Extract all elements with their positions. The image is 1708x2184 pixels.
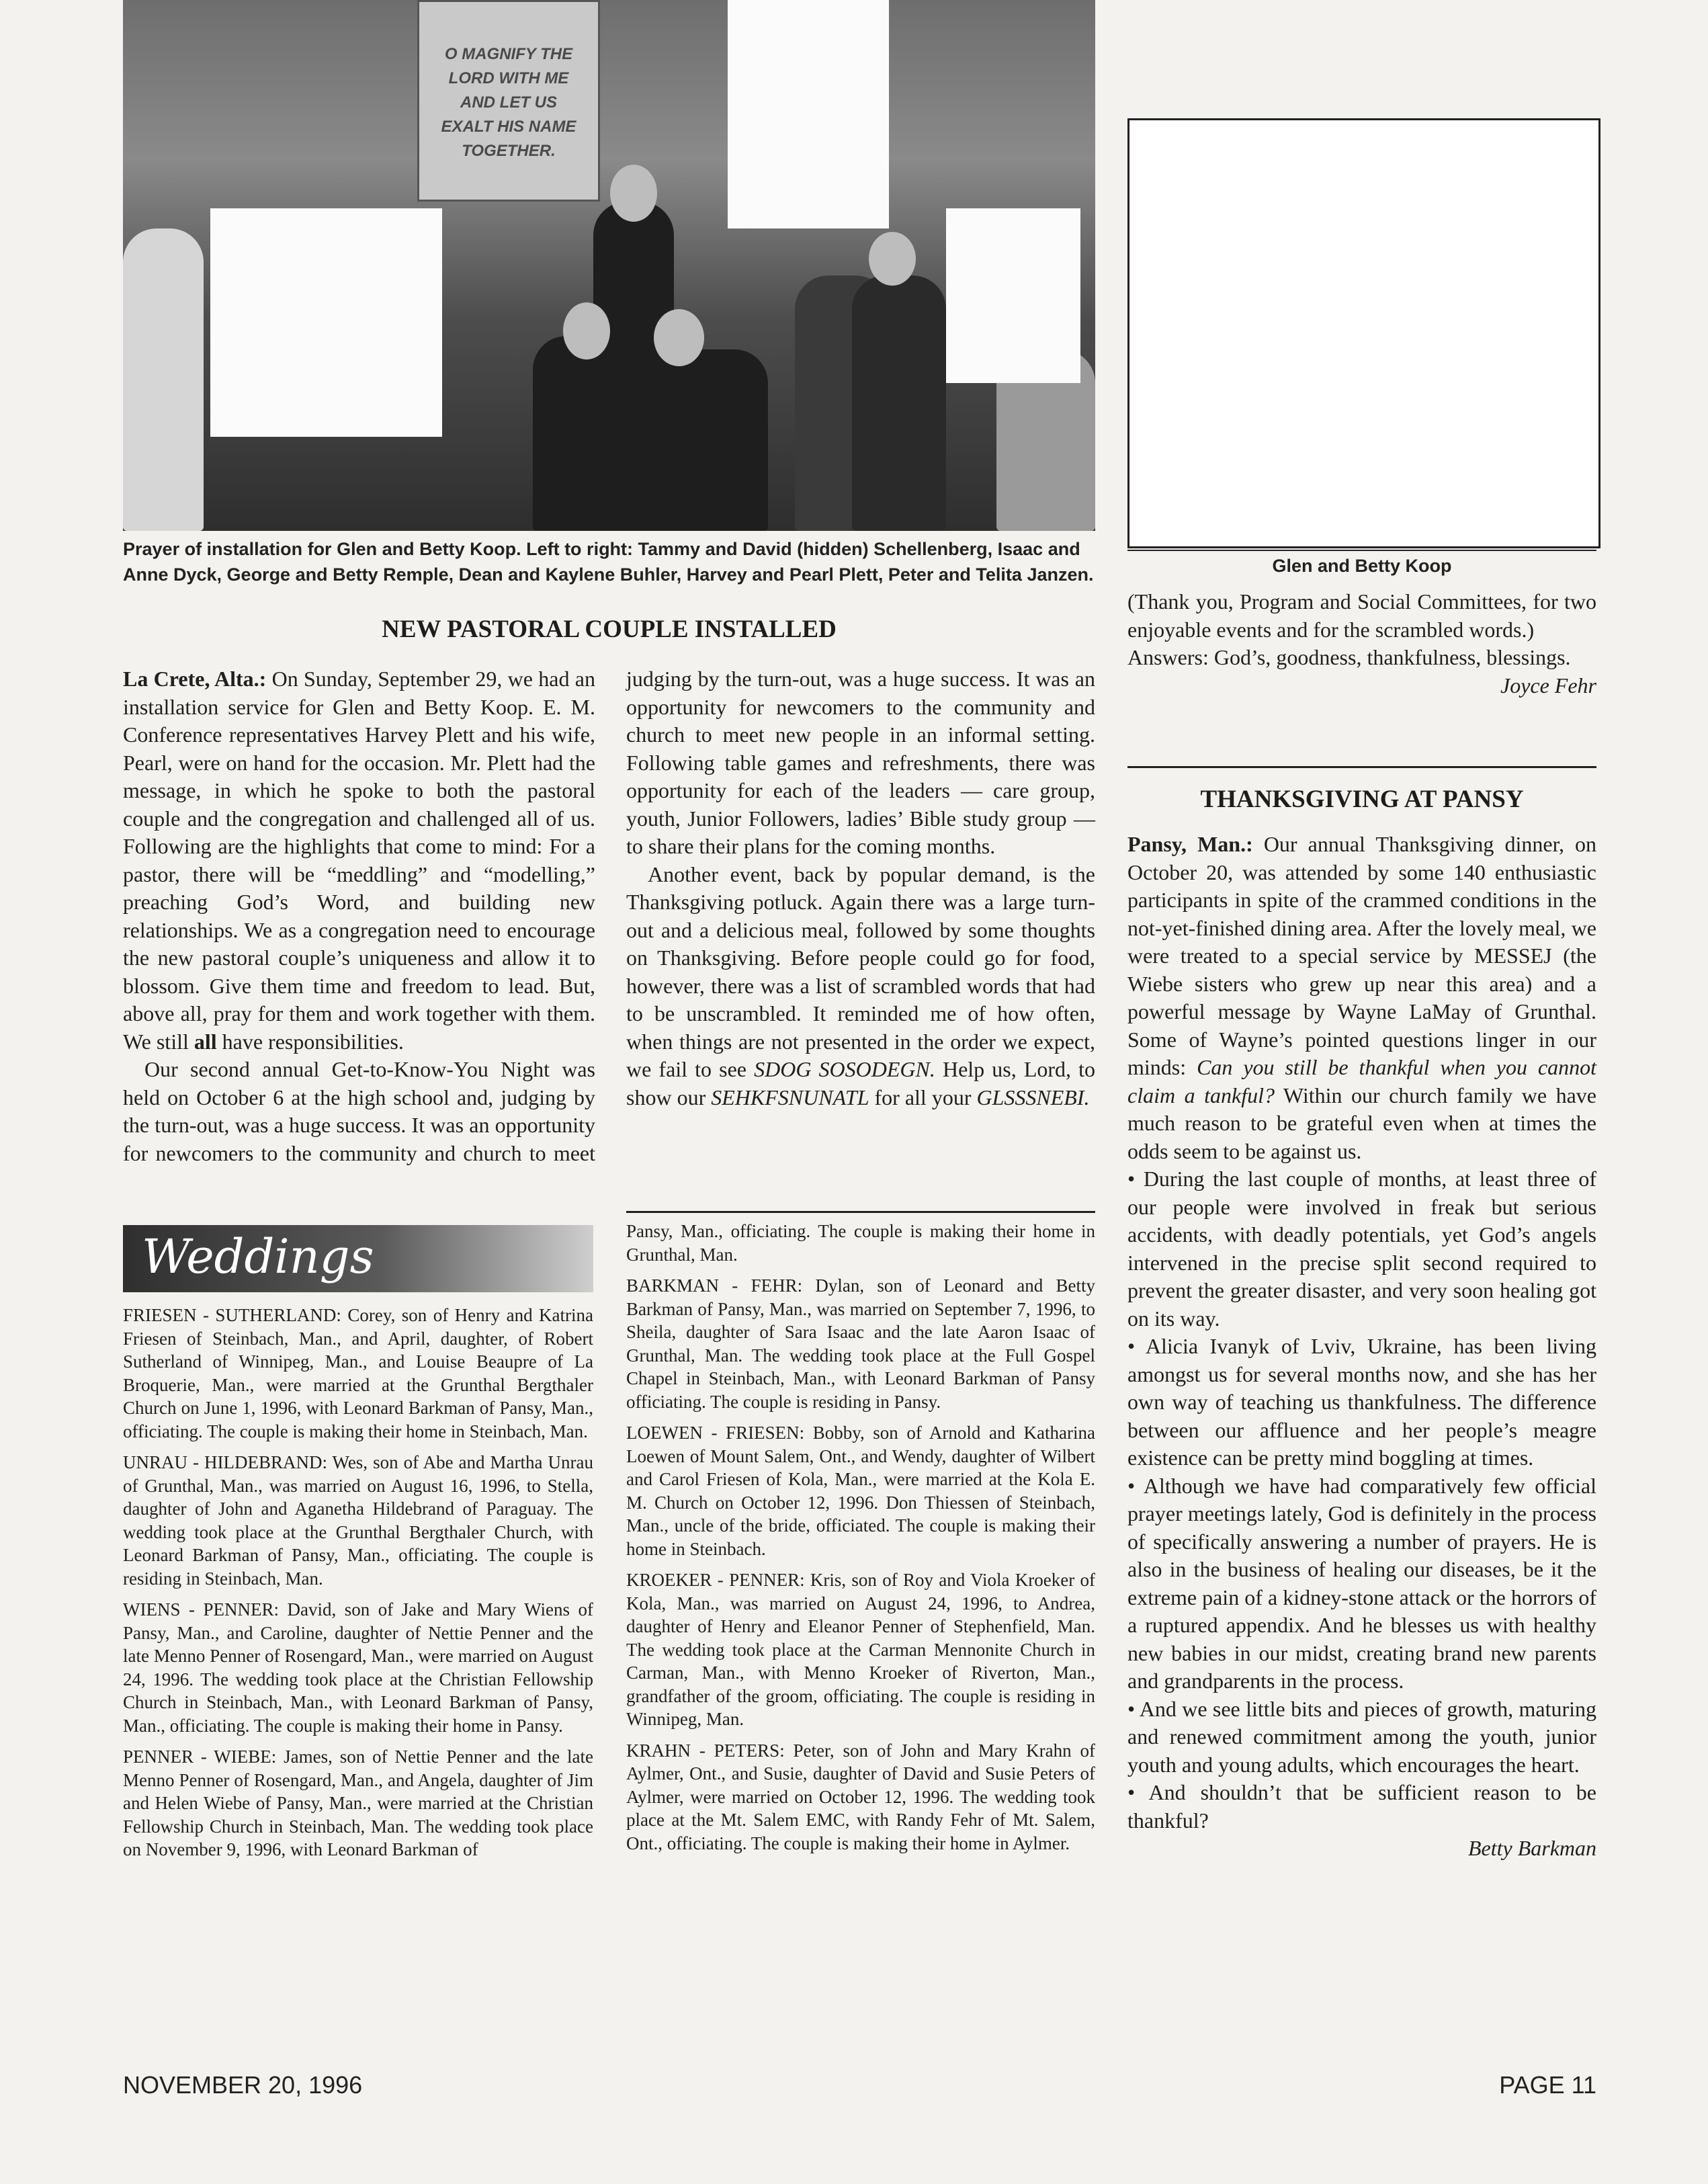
wedding-notice: KROEKER - PENNER: Kris, son of Roy and Viola Kroeker of Kola, Man., was married on August 24, 1996, to Andrea, daughter of Henry and Eleanor Penner of Stephenfield, Man. The wedding took place at the Carman Mennonite Church in Carman, Man., with Menno Kroeker of Riverton, Man., grandfather of the groom, officiating. The couple is residing in Winnipeg, Man. — [626, 1570, 1095, 1729]
article-column-3 — [1127, 588, 1596, 700]
bullet-text: Alicia Ivanyk of Lviv, Ukraine, has been living amongst us for several months now, and she has her own way of teaching us thankfulness. The difference between our affluence and her people’s meagre existence can be pretty mind boggling at times. — [1127, 1334, 1597, 1470]
weddings-header — [123, 1225, 593, 1292]
redaction-block — [210, 208, 442, 437]
wedding-notice: BARKMAN - FEHR: Dylan, son of Leonard and Betty Barkman of Pansy, Man., was married on September 7, 1996, to Sheila, daughter of Sara Isaac and the late Aaron Isaac of Grunthal, Man. The wedding took place at the Full Gospel Chapel in Steinbach, Man., with Leonard Barkman of Pansy officiating. The couple is residing in Pansy. — [626, 1275, 1095, 1412]
bullet-item — [1127, 1779, 1596, 1835]
wedding-notice: Pansy, Man., officiating. The couple is making their home in Grunthal, Man. — [626, 1221, 1095, 1265]
article-2-body — [1127, 831, 1596, 1863]
bullet-text: During the last couple of months, at least three of our people were involved in freak but serious accidents, with deadly potentials, yet God’s angels intervened in the precise split second required to prevent the greater disaster, and very soon healing got on its way. — [1127, 1167, 1597, 1331]
bullet: • — [1127, 1167, 1136, 1191]
bullet-text: And shouldn’t that be sufficient reason to be thankful? — [1127, 1780, 1597, 1833]
wedding-notice: FRIESEN - SUTHERLAND: Corey, son of Henry and Katrina Friesen of Steinbach, Man., and April, daughter, of Robert Sutherland of Winnipeg, Man., and Louise Beaupre of La Broquerie, Man., were married at the Grunthal Bergthaler Church on June 1, 1996, with Leonard Barkman of Pansy, Man., officiating. The couple is making their home in Steinbach, Man. — [123, 1305, 593, 1441]
bullet-item — [1127, 1165, 1596, 1333]
author: Betty Barkman — [1467, 1836, 1596, 1860]
redaction-block — [946, 208, 1080, 383]
photo-caption: Prayer of installation for Glen and Betty Koop. Left to right: Tammy and David (hidden) Schellenberg, Isaac and Anne Dyck, George and Betty Remple, Dean and Kaylene Buhler, Harvey and Pearl Plett, Peter and Telita Janzen. — [123, 539, 1094, 585]
bullet-text: Although we have had comparatively few official prayer meetings lately, God is definitely in the process of specifically answering a number of prayers. He is also in the business of healing our diseases, be it the extreme pain of a kidney-stone attack or the horrors of a ruptured appendix. And he blesses us with healthy new babies in our midst, creating brand new parents and grandparents in the process. — [1127, 1473, 1597, 1693]
installation-photo — [123, 0, 1095, 531]
wedding-notice: PENNER - WIEBE: James, son of Nettie Penner and the late Menno Penner of Rosengard, Man., and Angela, daughter of Jim and Helen Wiebe of Pansy, Man., were married at the Christian Fellowship Church in Steinbach, Man. The wedding took place on November 9, 1996, with Leonard Barkman of — [123, 1747, 593, 1859]
paragraph: Our second annual Get-to-Know-You Night was held on October 6 at the high school and, judging by the turn-out, was a huge success. It was an opportunity for newcomers to the community and church to meet — [123, 1057, 595, 1165]
weddings-title: Weddings — [142, 1229, 374, 1284]
face — [869, 232, 916, 286]
answers: Answers: God’s, goodness, thankfulness, blessings. — [1127, 645, 1571, 669]
wedding-notice: LOEWEN - FRIESEN: Bobby, son of Arnold and Katharina Loewen of Mount Salem, Ont., and Wendy, daughter of Wilbert and Carol Friesen of Kola, Man., were married at the Kola E. M. Church on October 12, 1996. Don Thiessen of Steinbach, Man., uncle of the bride, officiated. The couple is making their home in Steinbach. — [626, 1423, 1095, 1559]
dateline: La Crete, Alta.: — [123, 667, 267, 691]
paragraph: On Sunday, September 29, we had an installation service for Glen and Betty Koop. E. M. Conference representatives Harvey Plett and his wife, Pearl, were on hand for the occasion. Mr. Plett had the message, in which he spoke to both the pastoral couple and the congregation and challenged all of us. Following are the highlights that come to mind: For a pastor, there will be “meddling” and “modelling,” preaching God’s Word, and building new relationships. We as a congregation need to encourage the new pastoral couple’s uniqueness and allow it to blossom. Give them time and freedom to lead. But, above all, pray for them and work together with them. We still — [123, 667, 596, 1054]
banner-text: O MAGNIFY THE LORD WITH ME AND LET US EXALT HIS NAME TOGETHER. — [417, 0, 600, 202]
article-title: THANKSGIVING AT PANSY — [1200, 786, 1524, 813]
scrambled-word: SEHKFSNUNATL — [711, 1085, 869, 1109]
article-column-1 — [123, 665, 595, 1167]
divider — [1127, 766, 1596, 768]
thanks-note: (Thank you, Program and Social Committees, for two enjoyable events and for the scrambled words.) — [1127, 589, 1596, 642]
wedding-notice: UNRAU - HILDEBRAND: Wes, son of Abe and Martha Unrau of Grunthal, Man., was married on August 16, 1996, to Stella, daughter of John and Aganetha Hildebrand of Paraguay. The wedding took place at the Grunthal Bergthaler Church, with Leonard Barkman of Pansy, Man., officiating. The couple is residing in Steinbach, Man. — [123, 1452, 593, 1589]
paragraph: for all your — [869, 1085, 977, 1109]
bullet-text: And we see little bits and pieces of growth, maturing and renewed commitment among the youth, junior youth and young adults, which encourages the heart. — [1127, 1696, 1597, 1777]
divider — [1127, 550, 1596, 551]
paragraph: Another event, back by popular demand, is the Thanksgiving potluck. Again there was a large turn-out and a delicious meal, followed by some thoughts on Thanksgiving. Before people could go for food, however, there was a list of scrambled words that had to be unscrambled. It reminded me of how often, when things are not presented in the order we expect, we fail to see — [626, 862, 1095, 1081]
issue-date: NOVEMBER 20, 1996 — [123, 2071, 363, 2099]
scrambled-word: SDOG SOSODEGN. — [754, 1057, 935, 1081]
bold-word: all — [194, 1029, 217, 1054]
bullet: • — [1127, 1780, 1136, 1804]
standing-woman-right — [852, 276, 946, 531]
page-number: PAGE 11 — [1499, 2071, 1596, 2099]
paragraph: Help us, Lord, to show our — [626, 1057, 1096, 1109]
bullet: • — [1127, 1696, 1136, 1721]
wedding-notice: KRAHN - PETERS: Peter, son of John and Mary Krahn of Aylmer, Ont., and Susie, daughter of David and Susie Peters of Aylmer, were married on October 12, 1996. The wedding took place at the Mt. Salem EMC, with Randy Fehr of Mt. Salem, Ont., officiating. The couple is making their home in Aylmer. — [626, 1740, 1095, 1853]
seated-woman — [660, 349, 768, 531]
weddings-column-1 — [123, 1304, 593, 1870]
face — [654, 309, 704, 366]
face — [610, 165, 657, 222]
bullet: • — [1127, 1334, 1136, 1358]
bullet-item — [1127, 1333, 1596, 1472]
koop-photo-placeholder — [1127, 118, 1600, 548]
wedding-notice: WIENS - PENNER: David, son of Jake and Mary Wiens of Pansy, Man., and Caroline, daughter of Nettie Penner and the late Menno Penner of Rosengard, Man., were married on August 24, 1996. The wedding took place at the Christian Fellowship Church in Steinbach, Man., with Leonard Barkman of Pansy, Man., officiating. The couple is making their home in Pansy. — [123, 1599, 593, 1736]
author: Joyce Fehr — [1500, 673, 1596, 698]
bullet-item — [1127, 1695, 1596, 1779]
bullet-item — [1127, 1472, 1596, 1695]
koop-caption: Glen and Betty Koop — [1272, 556, 1452, 576]
face — [563, 302, 610, 360]
paragraph: Our annual Thanksgiving dinner, on October 20, was attended by some 140 enthusiastic participants in spite of the crammed conditions in the not-yet-finished dining area. After the lovely meal, we were treated to a special service by MESSEJ (the Wiebe sisters who grew up near this area) and a powerful message by Wayne LaMay of Grunthal. Some of Wayne’s pointed questions linger in our minds: — [1127, 832, 1596, 1079]
bullet: • — [1127, 1473, 1136, 1498]
article-title: NEW PASTORAL COUPLE INSTALLED — [382, 616, 837, 643]
article-column-2 — [626, 665, 1095, 1111]
divider — [626, 1211, 1095, 1213]
scrambled-word: GLSSSNEBI. — [976, 1085, 1090, 1109]
dateline: Pansy, Man.: — [1127, 832, 1253, 856]
paragraph-continued: judging by the turn-out, was a huge success. It was an opportunity for newcomers to the community and church to meet new people in an informal setting. Following table games and refreshments, there was opportunity for each of the leaders — care group, youth, Junior Followers, ladies’ Bible study group — to share their plans for the coming months. — [626, 667, 1095, 858]
paragraph: Within our church family we have much reason to be grateful even when at times the odds seem to be against us. — [1127, 1083, 1597, 1163]
redaction-block — [728, 0, 889, 228]
weddings-column-2 — [626, 1220, 1095, 1863]
person-left-edge — [123, 228, 204, 531]
quote: Can you still be thankful when you cannot claim a tankful? — [1127, 1055, 1597, 1107]
paragraph: have responsibilities. — [216, 1029, 404, 1054]
seated-man — [533, 336, 647, 531]
